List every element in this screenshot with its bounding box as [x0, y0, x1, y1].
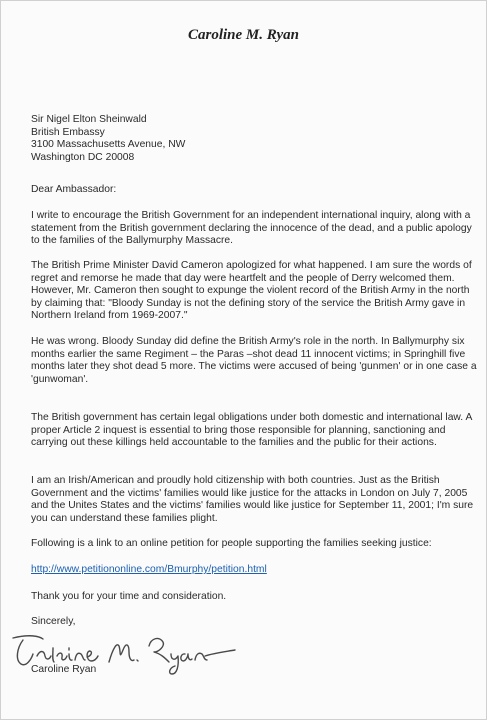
body-paragraph-4: The British government has certain legal obligations under both domestic and international law. A proper Article 2 inquest is essential to bring those responsible for planning, sanctioning and carrying out these killings held accountable to the families and the public for their actions.	[31, 412, 472, 449]
body-paragraph-5: I am an Irish/American and proudly hold citizenship with both countries. Just as the British Government and the victims' families would like justice for the attacks in London on July 7, 2005 and the Unites States and the victims' families would like justice for September 11, 2001; I'm sure you can understand these families plight.	[31, 475, 474, 524]
recipient-street: 3100 Massachusetts Avenue, NW	[31, 139, 186, 151]
recipient-city: Washington DC 20008	[31, 151, 135, 163]
body-paragraph-1: I write to encourage the British Government for an independent international inquiry, along with a statement from the British government declaring the innocence of the dead, and a public apology to the families of the Ballymurphy Massacre.	[31, 210, 472, 247]
recipient-address	[31, 114, 185, 164]
salutation: Dear Ambassador:	[31, 184, 117, 195]
closing-line: Sincerely,	[31, 616, 76, 627]
printed-name: Caroline Ryan	[31, 664, 97, 675]
recipient-name: Sir Nigel Elton Sheinwald	[31, 114, 147, 125]
letterhead-name: Caroline M. Ryan	[188, 27, 299, 43]
recipient-organization: British Embassy	[31, 126, 105, 138]
body-paragraph-6: Following is a link to an online petition for people supporting the families seeking justice:	[31, 538, 432, 549]
petition-link[interactable]: http://www.petitiononline.com/Bmurphy/petition.html	[31, 564, 267, 575]
body-paragraph-2: The British Prime Minister David Cameron apologized for what happened. I am sure the words of regret and remorse he made that day were heartfelt and the people of Derry welcomed them. However, Mr. Cameron then sought to expunge the violent record of the British Army in the north by claiming that: "Bloody Sunday is not the defining story of the service the British Army gave in Northern Ireland from 1969-2007."	[31, 260, 472, 322]
thanks-line: Thank you for your time and consideration.	[31, 591, 227, 602]
body-paragraph-3: He was wrong. Bloody Sunday did define the British Army's role in the north. In Ballymurphy six months earlier the same Regiment – the Paras –shot dead 11 innocent victims; in Springhill five months later they shot dead 5 more. The victims were accused of being 'gunmen' or in one case a 'gunwoman'.	[31, 336, 477, 385]
